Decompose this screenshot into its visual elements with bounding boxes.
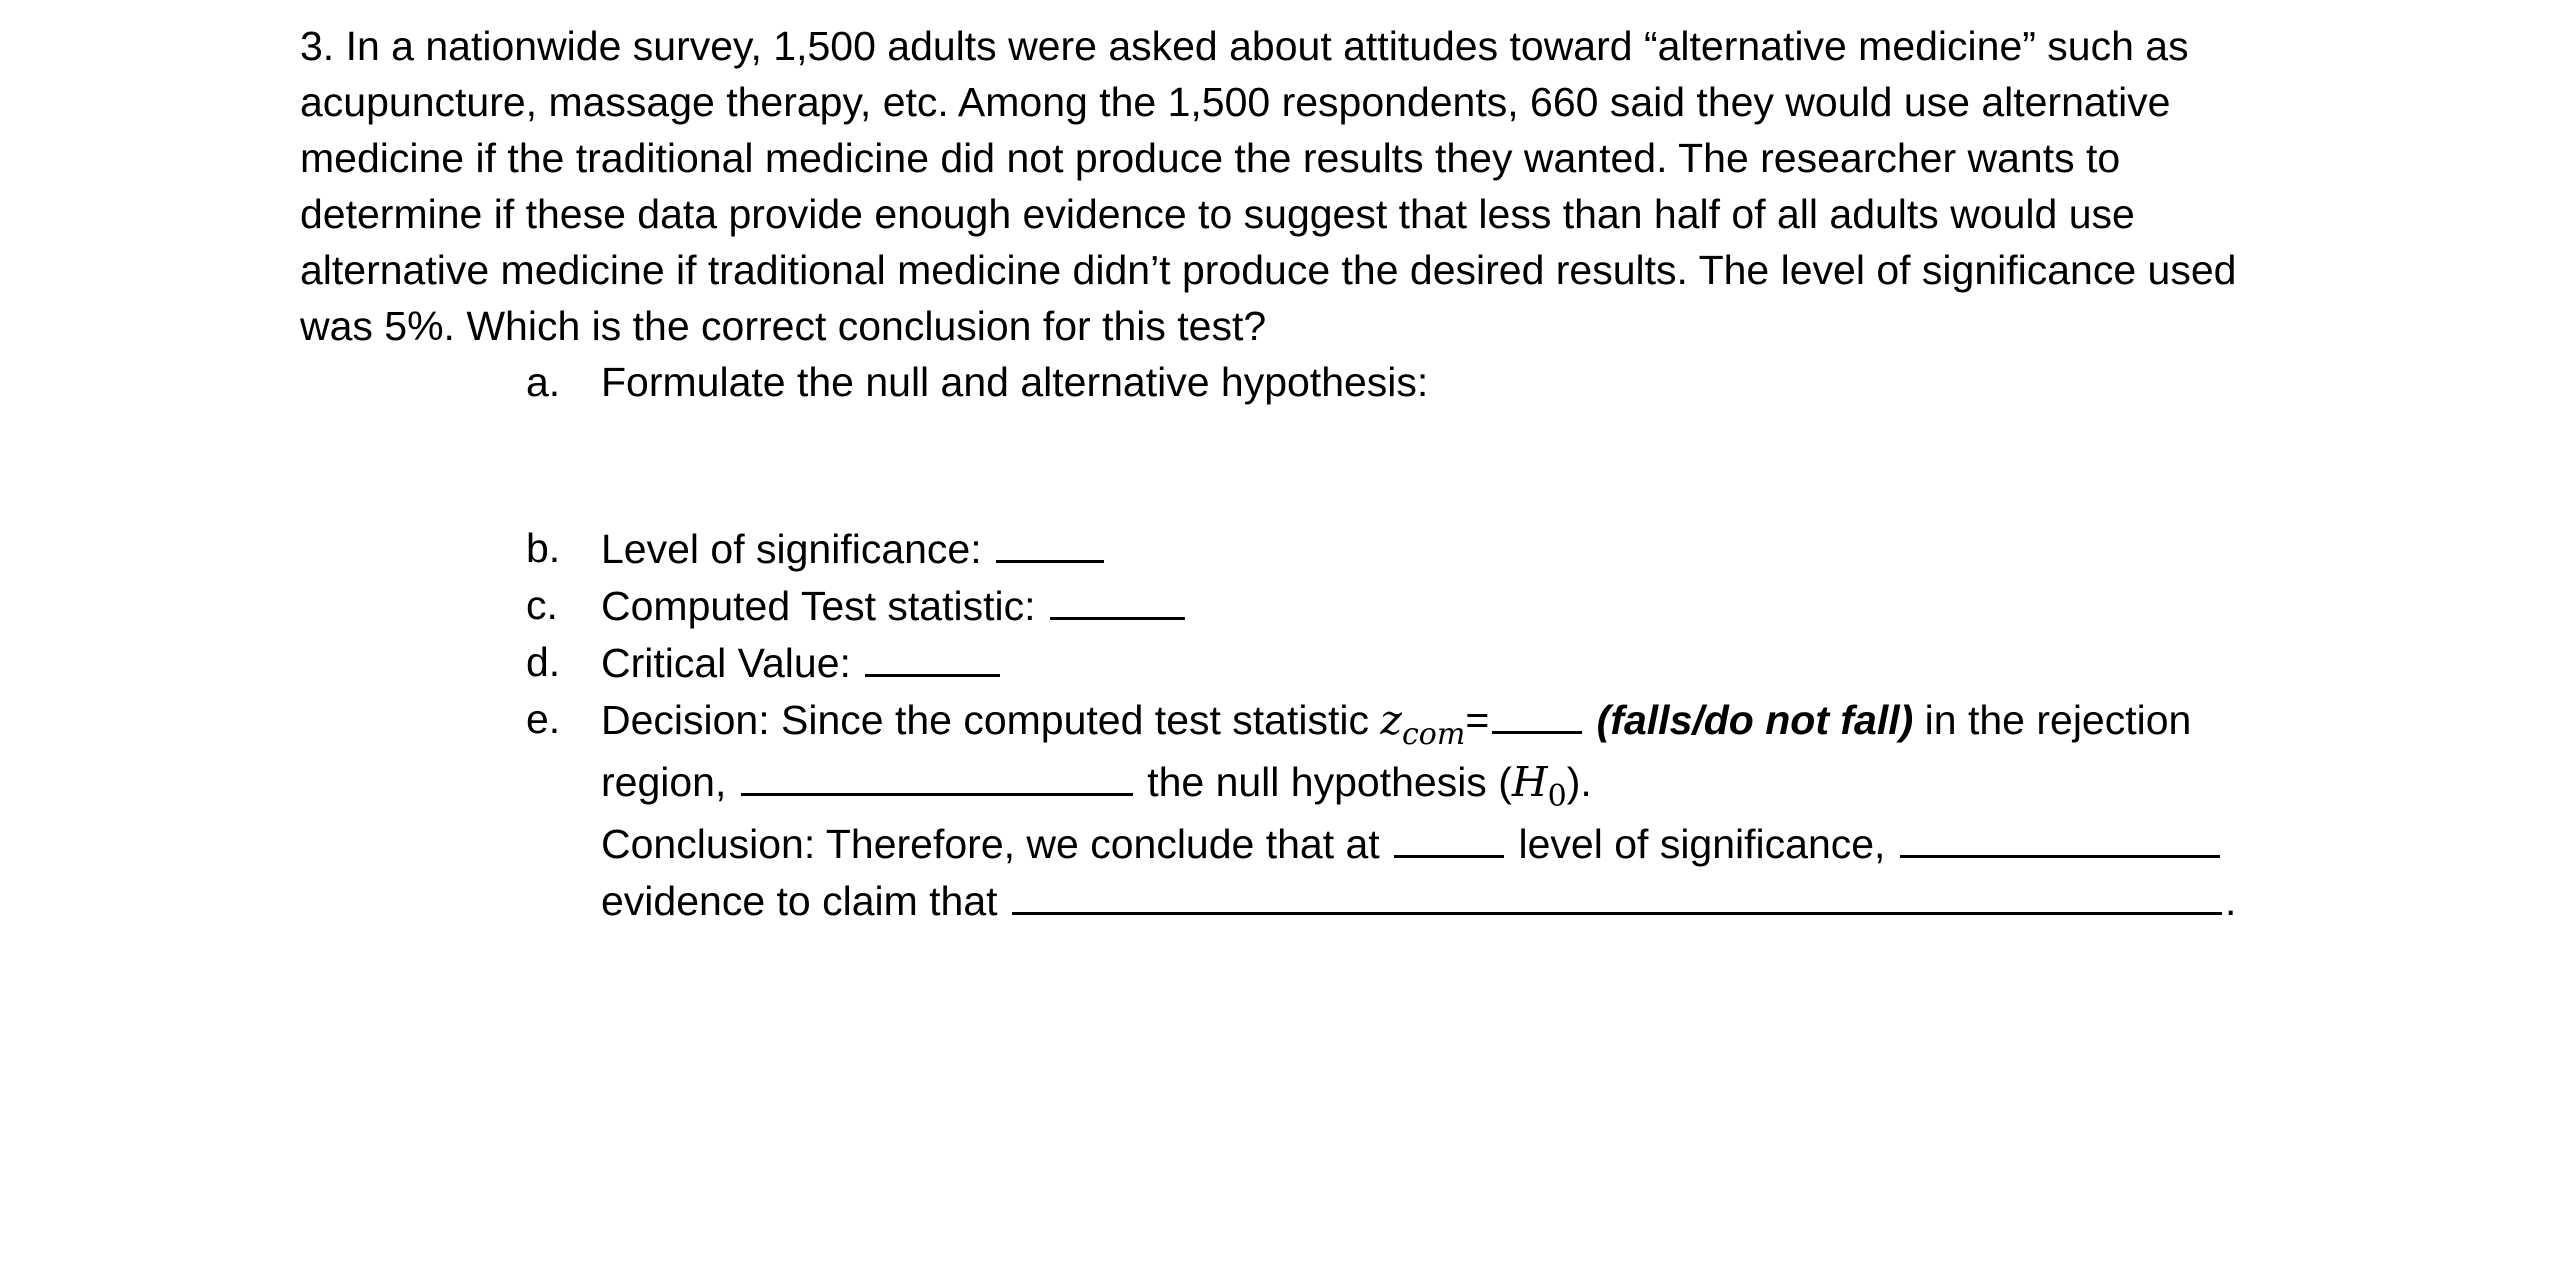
claim-blank[interactable] [1012,872,2222,915]
question-stem: 3. In a nationwide survey, 1,500 adults were asked about attitudes toward “alternative medicine” such as acupuncture, massage therapy, etc. Among the 1,500 respondents, 660 said they would use alternative medicine if the traditional medicine did not produce the results they wanted. The researcher wants to determine if these data provide enough evidence to suggest that less than half of all adults would use alternative medicine if traditional medicine didn’t produce the desired results. The level of significance used was 5%. Which is the correct conclusion for this test? [300,23,2237,349]
significance-text: level of significance, [1518,821,1886,867]
h0-symbol: $H_0$ [1511,758,1567,814]
z-com-symbol: $z_{com}$ [1380,696,1466,752]
item-e [526,691,2260,929]
item-b-text: Level of significance: [601,526,982,572]
test-statistic-blank[interactable] [1050,577,1185,620]
item-d [526,634,2260,691]
null-close: ). [1566,759,1592,805]
z-com-value-blank[interactable] [1492,691,1582,734]
item-b [526,520,2260,577]
conclusion-prefix: Conclusion: Therefore, we conclude that at [601,821,1380,867]
item-c [526,577,2260,634]
z-subscript: com [1402,717,1466,752]
item-d-text: Critical Value: [601,640,851,686]
item-e-label: e. [526,696,561,742]
critical-value-blank[interactable] [865,634,1000,677]
evidence-text: evidence to claim that [601,878,998,924]
item-a-text: Formulate the null and alternative hypothesis: [601,359,1429,405]
sub-items [526,354,2260,929]
null-text: the null hypothesis ( [1147,759,1512,805]
h-subscript: 0 [1547,779,1567,814]
item-a-label: a. [526,359,561,405]
end-period: . [2224,878,2237,924]
decision-prefix: Decision: Since the computed test statistic [601,697,1369,743]
rejection-text: in the rejection region, [601,697,2192,805]
decision-text [601,691,2260,815]
conclusion-text [601,815,2260,929]
equals-sign: = [1465,697,1490,743]
item-c-label: c. [526,582,558,628]
item-d-label: d. [526,639,561,685]
worksheet [300,18,2260,929]
level-of-significance-blank[interactable] [996,520,1104,563]
item-a [526,354,2260,410]
falls-choice: (falls/do not fall) [1596,697,1914,743]
answer-space-a [526,410,2260,520]
evidence-qualifier-blank[interactable] [1900,815,2220,858]
reject-decision-blank[interactable] [741,753,1133,796]
item-c-text: Computed Test statistic: [601,583,1036,629]
item-b-label: b. [526,525,561,571]
conclusion-significance-blank[interactable] [1394,815,1504,858]
